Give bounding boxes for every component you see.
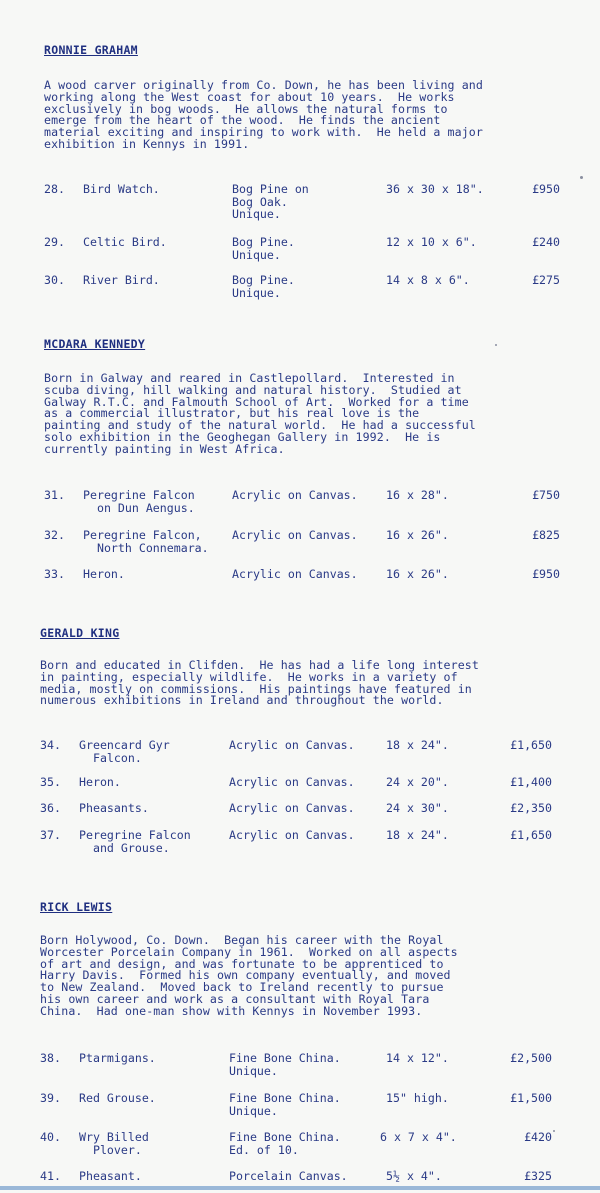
scan-speck: [580, 176, 583, 179]
item-price: £1,500: [510, 1091, 552, 1105]
item-title: Ptarmigans.: [79, 1051, 156, 1065]
item-title: Heron.: [83, 567, 125, 581]
item-medium: Acrylic on Canvas.: [229, 775, 355, 789]
item-number: 35.: [40, 775, 61, 789]
item-medium: Porcelain Canvas.: [229, 1169, 348, 1183]
item-number: 30.: [44, 273, 65, 287]
item-title: Pheasant.: [79, 1169, 142, 1183]
item-number: 28.: [44, 182, 65, 196]
item-price: £275: [532, 273, 560, 287]
item-size: 12 x 10 x 6".: [386, 235, 477, 249]
item-medium: Bog Pine. Unique.: [232, 235, 295, 262]
item-medium: Fine Bone China. Unique.: [229, 1091, 341, 1118]
scan-speck: [495, 344, 497, 346]
item-price: £2,500: [510, 1051, 552, 1065]
catalogue-item-29: [0, 236, 600, 276]
catalogue-item-34: [0, 739, 600, 779]
item-medium: Bog Pine on Bog Oak. Unique.: [232, 182, 309, 221]
artist-bio-gerald-king: Born and educated in Clifden. He has had a life long interest in painting, especially wildlife. He works in a variety of media, mostly on commissions. His paintings have featured in numerous exhibitions in Ireland and throughout the world.: [40, 658, 479, 708]
item-price: £950: [532, 182, 560, 196]
item-title: Greencard Gyr Falcon.: [79, 738, 170, 765]
item-title: Bird Watch.: [83, 182, 160, 196]
catalogue-item-38: [0, 1052, 600, 1092]
item-number: 37.: [40, 828, 61, 842]
artist-bio-mcdara-kennedy: Born in Galway and reared in Castlepollard. Interested in scuba diving, hill walking and natural history. Studied at Galway R.T.C. and Falmouth School of Art. Worked for a time as a commercial illustrator, but his real love is the painting and study of the natural world. He had a successful solo exhibition in the Geoghegan Gallery in 1992. He is currently painting in West Africa.: [44, 371, 476, 456]
item-number: 40.: [40, 1130, 61, 1144]
item-medium: Fine Bone China. Unique.: [229, 1051, 341, 1078]
page-bottom-edge: [0, 1186, 600, 1190]
item-number: 29.: [44, 235, 65, 249]
item-number: 39.: [40, 1091, 61, 1105]
artist-bio-rick-lewis: Born Holywood, Co. Down. Began his career with the Royal Worcester Porcelain Company in 1961. Worked on all aspects of art and design, and was fortunate to be apprenticed to Harry Davis. Formed his own company eventually, and moved to New Zealand. Moved back to Ireland recently to pursue his own career and work as a consultant with Royal Tara China. Had one-man show with Kennys in November 1993.: [40, 933, 458, 1018]
item-price: £1,400: [510, 775, 552, 789]
item-medium: Bog Pine. Unique.: [232, 273, 295, 300]
item-size: 18 x 24".: [386, 828, 449, 842]
item-title: Peregrine Falcon and Grouse.: [79, 828, 191, 855]
item-price: £420: [524, 1130, 552, 1144]
item-size: 16 x 26".: [386, 567, 449, 581]
item-medium: Acrylic on Canvas.: [232, 488, 358, 502]
catalogue-item-31: [0, 489, 600, 529]
item-title: Celtic Bird.: [83, 235, 167, 249]
artist-bio-ronnie-graham: A wood carver originally from Co. Down, he has been living and working along the West coast for about 10 years. He works exclusively in bog woods. He allows the natural forms to emerge from the heart of the wood. He finds the ancient material exciting and inspiring to work with. He held a major exhibition in Kennys in 1991.: [44, 78, 483, 151]
item-size: 6 x 7 x 4".: [380, 1130, 457, 1144]
item-number: 41.: [40, 1169, 61, 1183]
catalogue-item-39: [0, 1092, 600, 1132]
item-price: £950: [532, 567, 560, 581]
item-price: £1,650: [510, 828, 552, 842]
item-title: River Bird.: [83, 273, 160, 287]
artist-heading-mcdara-kennedy: MCDARA KENNEDY: [44, 337, 146, 351]
item-price: £750: [532, 488, 560, 502]
item-medium: Acrylic on Canvas.: [229, 801, 355, 815]
catalogue-item-30: [0, 274, 600, 314]
artist-heading-gerald-king: GERALD KING: [40, 626, 120, 640]
item-size: 5½ x 4".: [386, 1169, 442, 1183]
item-price: £825: [532, 528, 560, 542]
item-medium: Acrylic on Canvas.: [232, 528, 358, 542]
catalogue-item-33: [0, 568, 600, 608]
artist-heading-rick-lewis: RICK LEWIS: [40, 900, 113, 914]
catalogue-item-41: [0, 1170, 600, 1186]
item-number: 31.: [44, 488, 65, 502]
catalogue-item-28: [0, 183, 600, 223]
item-size: 24 x 20".: [386, 775, 449, 789]
item-price: £240: [532, 235, 560, 249]
scan-speck: [553, 1130, 555, 1132]
item-size: 36 x 30 x 18".: [386, 182, 484, 196]
item-medium: Acrylic on Canvas.: [229, 738, 355, 752]
item-price: £325: [524, 1169, 552, 1183]
item-title: Peregrine Falcon, North Connemara.: [83, 528, 209, 555]
item-medium: Fine Bone China. Ed. of 10.: [229, 1130, 341, 1157]
item-title: Wry Billed Plover.: [79, 1130, 149, 1157]
item-title: Heron.: [79, 775, 121, 789]
item-size: 15" high.: [386, 1091, 449, 1105]
item-size: 18 x 24".: [386, 738, 449, 752]
item-number: 32.: [44, 528, 65, 542]
item-number: 33.: [44, 567, 65, 581]
item-size: 24 x 30".: [386, 801, 449, 815]
item-number: 38.: [40, 1051, 61, 1065]
artist-heading-ronnie-graham: RONNIE GRAHAM: [44, 43, 138, 57]
item-title: Red Grouse.: [79, 1091, 156, 1105]
item-medium: Acrylic on Canvas.: [232, 567, 358, 581]
item-size: 16 x 26".: [386, 528, 449, 542]
item-size: 14 x 8 x 6".: [386, 273, 470, 287]
item-number: 34.: [40, 738, 61, 752]
item-title: Peregrine Falcon on Dun Aengus.: [83, 488, 195, 515]
catalogue-item-40: [0, 1131, 600, 1171]
item-size: 16 x 28".: [386, 488, 449, 502]
item-size: 14 x 12".: [386, 1051, 449, 1065]
item-price: £1,650: [510, 738, 552, 752]
item-number: 36.: [40, 801, 61, 815]
item-medium: Acrylic on Canvas.: [229, 828, 355, 842]
item-title: Pheasants.: [79, 801, 149, 815]
catalogue-item-32: [0, 529, 600, 569]
item-price: £2,350: [510, 801, 552, 815]
catalogue-item-37: [0, 829, 600, 869]
